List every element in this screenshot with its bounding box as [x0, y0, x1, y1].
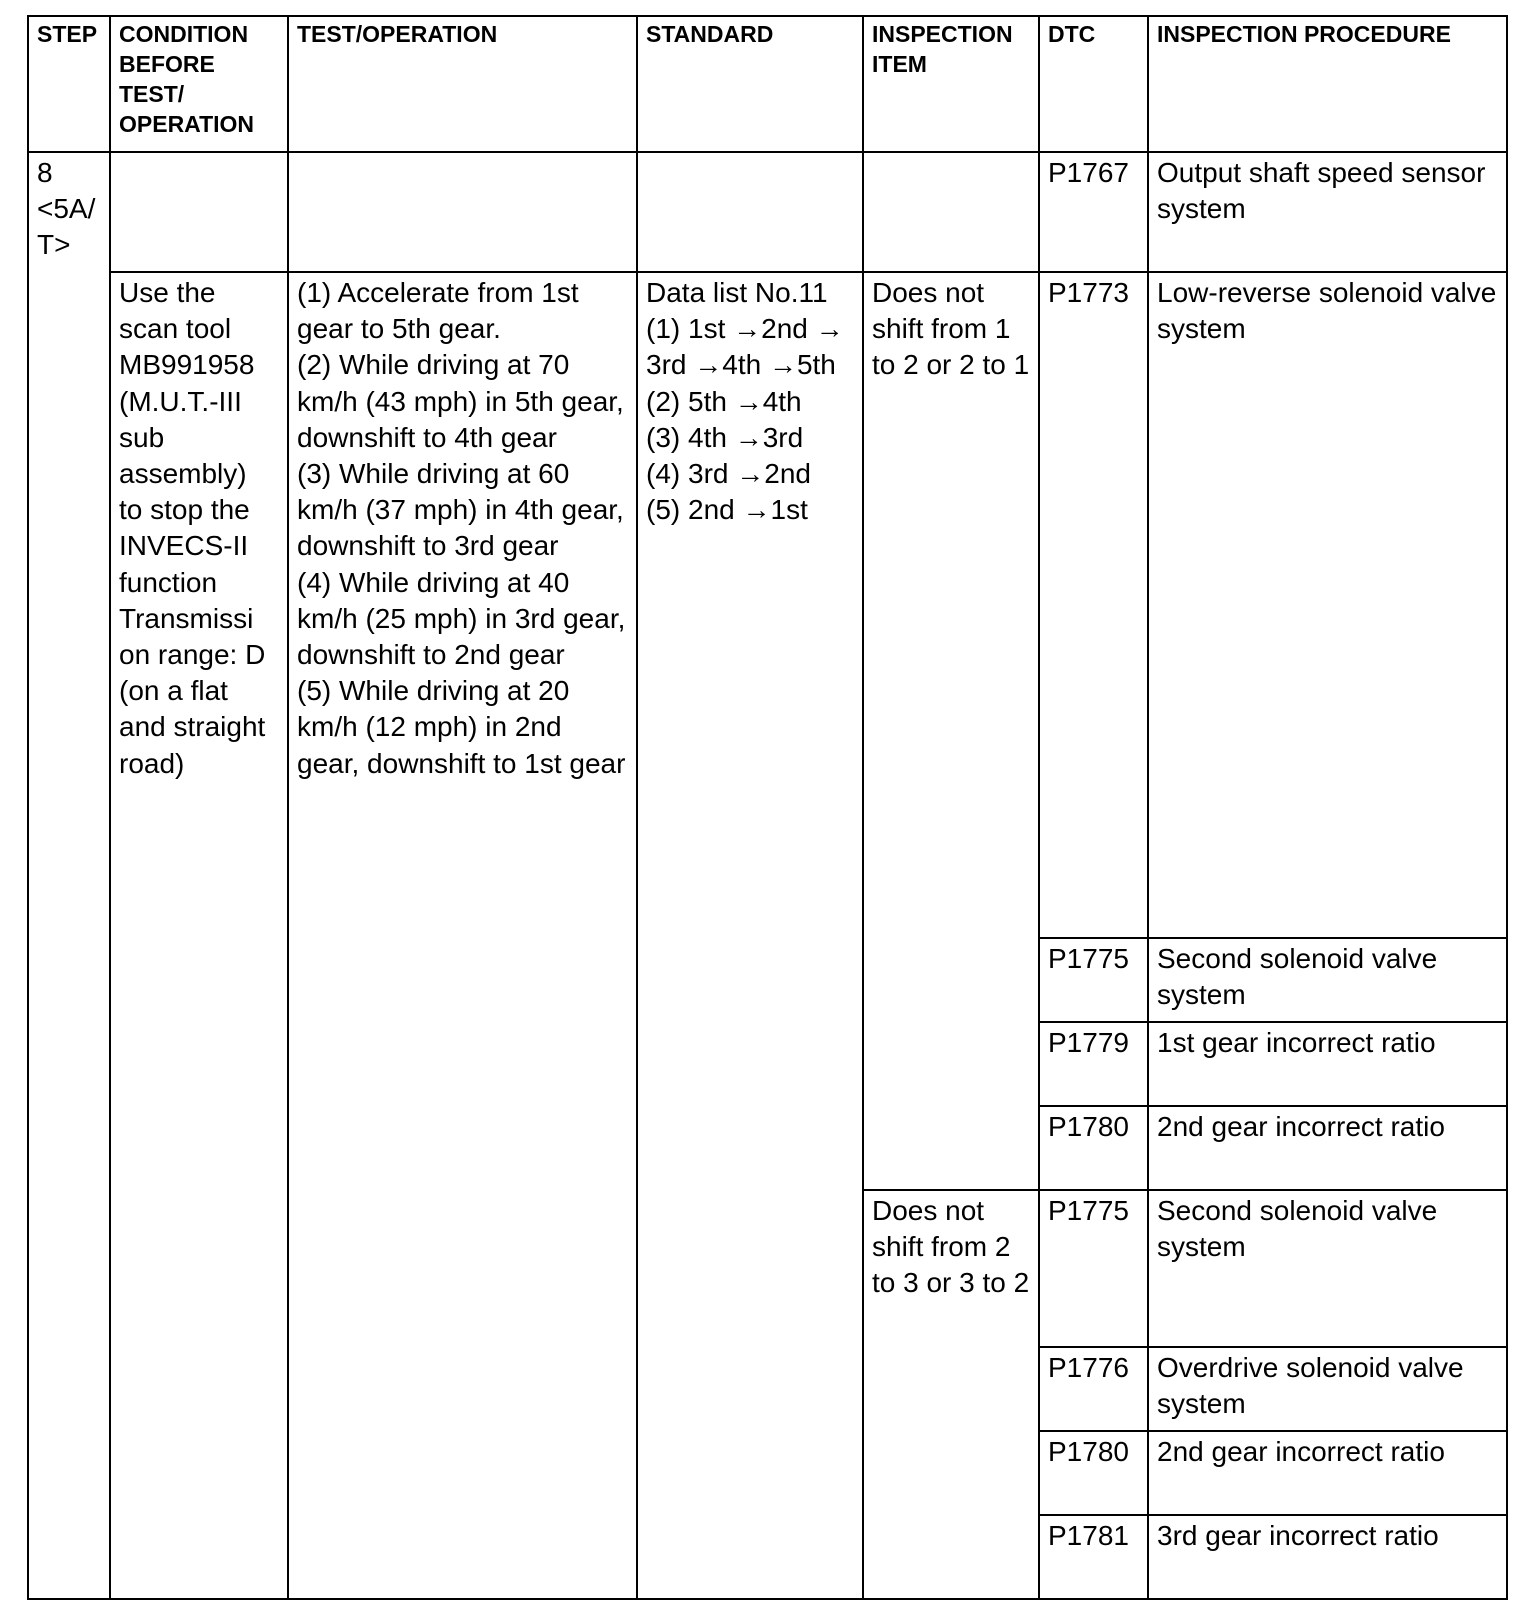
dtc-cell: P1773: [1039, 272, 1148, 938]
procedure-cell: 2nd gear incorrect ratio: [1148, 1106, 1507, 1190]
dtc-cell: P1776: [1039, 1347, 1148, 1431]
dtc-cell: P1775: [1039, 1190, 1148, 1347]
table-row: [28, 272, 1507, 938]
empty-cell: [863, 152, 1039, 272]
procedure-cell: Second solenoid valve system: [1148, 938, 1507, 1022]
header-row: [28, 16, 1507, 152]
condition-cell: Use the scan tool MB991958 (M.U.T.-III sub assembly) to stop the INVECS-II function Transmissi on range: D (on a flat and straight road): [110, 272, 288, 1599]
empty-cell: [637, 152, 863, 272]
procedure-cell: Low-reverse solenoid valve system: [1148, 272, 1507, 938]
standard-cell: Data list No.11 (1) 1st →2nd → 3rd →4th →5th (2) 5th →4th (3) 4th →3rd (4) 3rd →2nd (5) 2nd →1st: [637, 272, 863, 1599]
empty-cell: [288, 152, 637, 272]
procedure-cell: 1st gear incorrect ratio: [1148, 1022, 1507, 1106]
procedure-cell: Output shaft speed sensor system: [1148, 152, 1507, 272]
dtc-cell: P1779: [1039, 1022, 1148, 1106]
header-dtc: DTC: [1039, 16, 1148, 152]
procedure-cell: 2nd gear incorrect ratio: [1148, 1431, 1507, 1515]
step-cell: 8 <5A/ T>: [28, 152, 110, 1599]
procedure-cell: Second solenoid valve system: [1148, 1190, 1507, 1347]
header-inspection-item: INSPECTION ITEM: [863, 16, 1039, 152]
dtc-cell: P1775: [1039, 938, 1148, 1022]
dtc-cell: P1780: [1039, 1106, 1148, 1190]
inspection-item-cell: Does not shift from 1 to 2 or 2 to 1: [863, 272, 1039, 1190]
procedure-cell: Overdrive solenoid valve system: [1148, 1347, 1507, 1431]
header-step: STEP: [28, 16, 110, 152]
inspection-item-cell: Does not shift from 2 to 3 or 3 to 2: [863, 1190, 1039, 1599]
header-standard: STANDARD: [637, 16, 863, 152]
header-inspection-procedure: INSPECTION PROCEDURE: [1148, 16, 1507, 152]
test-operation-cell: (1) Accelerate from 1st gear to 5th gear. (2) While driving at 70 km/h (43 mph) in 5th gear, downshift to 4th gear (3) While driving at 60 km/h (37 mph) in 4th gear, downshift to 3rd gear (4) While driving at 40 km/h (25 mph) in 3rd gear, downshift to 2nd gear (5) While driving at 20 km/h (12 mph) in 2nd gear, downshift to 1st gear: [288, 272, 637, 1599]
table-row: [28, 152, 1507, 272]
dtc-cell: P1780: [1039, 1431, 1148, 1515]
procedure-cell: 3rd gear incorrect ratio: [1148, 1515, 1507, 1599]
dtc-cell: P1767: [1039, 152, 1148, 272]
dtc-cell: P1781: [1039, 1515, 1148, 1599]
header-condition: CONDITION BEFORE TEST/ OPERATION: [110, 16, 288, 152]
empty-cell: [110, 152, 288, 272]
inspection-table: [27, 15, 1508, 1600]
header-test-operation: TEST/OPERATION: [288, 16, 637, 152]
